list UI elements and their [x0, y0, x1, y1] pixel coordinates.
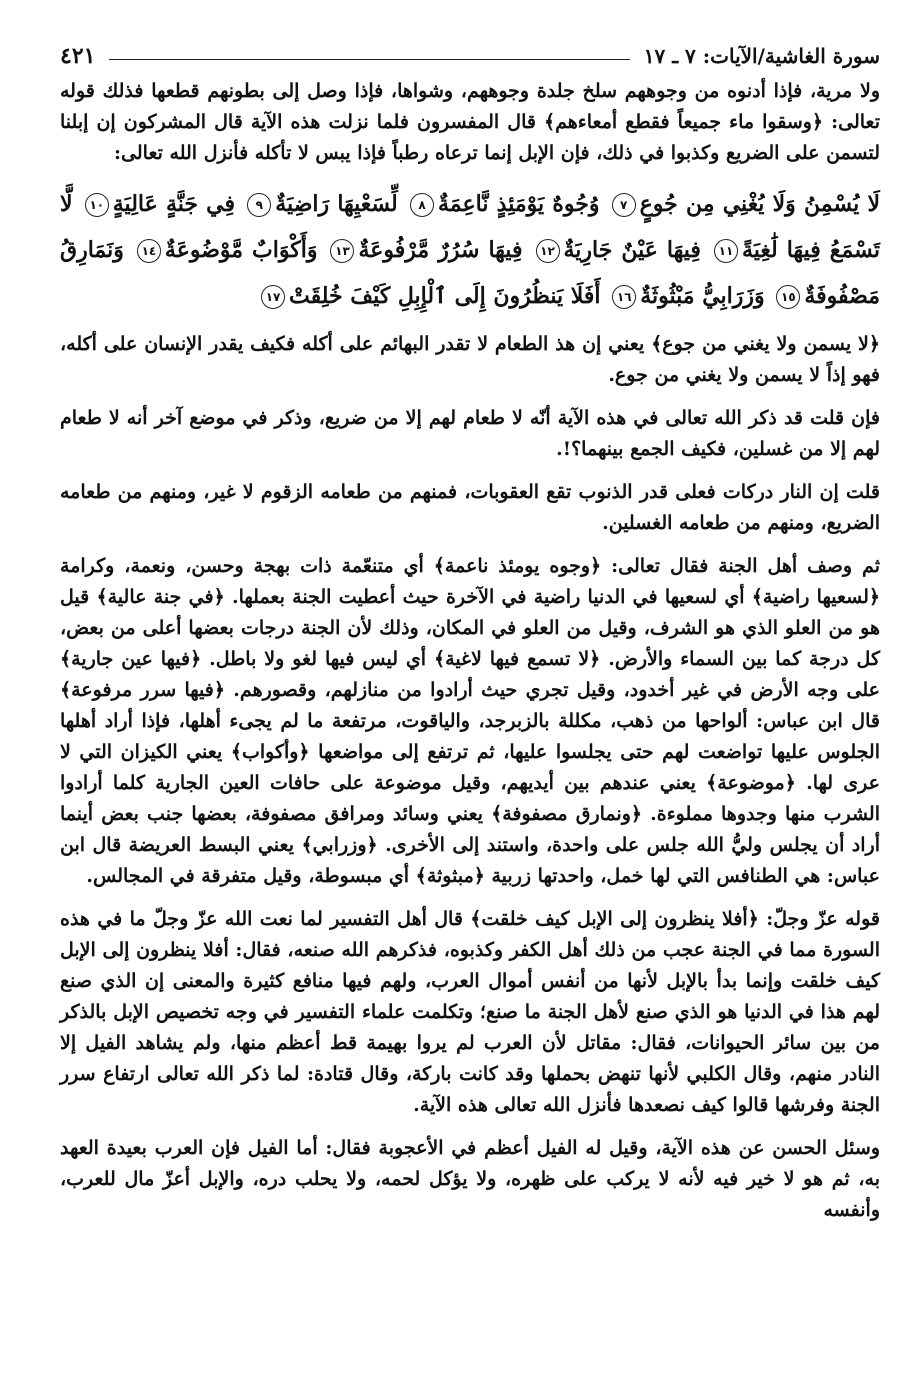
verse-text: أَفَلَا يَنظُرُونَ إِلَى ٱلْإِبِلِ كَيْفَ خُلِقَتْ: [289, 283, 601, 309]
surah-title: سورة الغاشية/الآيات: ٧ ـ ١٧: [643, 44, 880, 68]
page-number: ٤٢١: [60, 43, 96, 69]
quran-verses-block: [60, 181, 880, 319]
verse-number-marker: ١٦: [612, 285, 636, 309]
verse-text: لِّسَعْيِهَا رَاضِيَةٌ: [275, 191, 398, 217]
verse-text: وَأَكْوَابٌ مَّوْضُوعَةٌ: [164, 237, 318, 263]
verse-number-marker: ١١: [714, 239, 738, 263]
paragraph-1: ولا مرية، فإذا أدنوه من وجوههم سلخ جلدة وجوههم، وشواها، فإذا وصل إلى بطونهم قطعها فذلك قوله تعالى: ﴿وسقوا ماء جميعاً فقطع أمعاءهم﴾ قال المفسرون فلما نزلت هذه الآية قال المشركون إن إبلنا لتسمن على الضريع وكذبوا في ذلك، فإن الإبل إنما ترعاه رطباً فإذا يبس لا تأكله فأنزل الله تعالى:: [60, 80, 880, 164]
verse-number-marker: ١٧: [261, 285, 285, 309]
verse-number-marker: ١٣: [330, 239, 354, 263]
paragraph-7: وسئل الحسن عن هذه الآية، وقيل له الفيل أعظم في الأعجوبة فقال: أما الفيل فإن العرب بعيدة العهد به، ثم هو لا خير فيه لأنه لا يركب على ظهره، ولا يؤكل لحمه، ولا يحلب دره، والإبل أعزّ مال للعرب، وأنفسه: [60, 1137, 880, 1221]
verse-number-marker: ٧: [612, 193, 636, 217]
header-rule: [109, 59, 629, 60]
paragraph-5: ثم وصف أهل الجنة فقال تعالى: ﴿وجوه يومئذ ناعمة﴾ أي متنعّمة ذات بهجة وحسن، ونعمة، وكرامة ﴿لسعيها راضية﴾ أي لسعيها في الدنيا راضية في الآخرة حيث أعطيت الجنة بعملها. ﴿في جنة عالية﴾ قيل هو من العلو الذي هو الشرف، وقيل من العلو في المكان، وذلك لأن الجنة درجات بعضها أعلى من بعض، كل درجة كما بين السماء والأرض. ﴿لا تسمع فيها لاغية﴾ أي ليس فيها لغو ولا باطل. ﴿فيها عين جارية﴾ على وجه الأرض في غير أخدود، وقيل تجري حيث أرادوا من منازلهم، وقصورهم. ﴿فيها سرر مرفوعة﴾ قال ابن عباس: ألواحها من ذهب، مكللة بالزبرجد، والياقوت، مرتفعة ما لم يجىء أهلها، فإذا أراد أهلها الجلوس عليها تواضعت لهم حتى يجلسوا عليها، ثم ترتفع إلى مواضعها ﴿وأكواب﴾ يعني الكيزان التي لا عرى لها. ﴿موضوعة﴾ يعني عندهم بين أيديهم، وقيل موضوعة على حافات العين الجارية كلما أرادوا الشرب منها وجدوها مملوءة. ﴿ونمارق مصفوفة﴾ يعني وسائد ومرافق مصفوفة، بعضها جنب بعض أينما أراد أن يجلس وليُّ الله جلس على واحدة، واستند إلى الأخرى. ﴿وزرابي﴾ يعني البسط العريضة قال ابن عباس: هي الطنافس التي لها خمل، واحدتها زربية ﴿مبثوثة﴾ أي مبسوطة، وقيل متفرقة في المجالس.: [60, 555, 880, 887]
paragraph-3: فإن قلت قد ذكر الله تعالى في هذه الآية أنّه لا طعام لهم إلا من ضريع، وذكر في موضع آخر أنه لا طعام لهم إلا من غسلين، فكيف الجمع بينهما؟!.: [60, 407, 880, 460]
verse-number-marker: ١٤: [137, 239, 161, 263]
verse-text: وُجُوهٌ يَوْمَئِذٍ نَّاعِمَةٌ: [437, 191, 600, 217]
paragraph-2: ﴿لا يسمن ولا يغني من جوع﴾ يعني إن هذ الطعام لا تقدر البهائم على أكله فكيف يقدر الإنسان على أكله، فهو إذاً لا يسمن ولا يغني من جوع.: [60, 333, 880, 386]
verse-number-marker: ١٠: [85, 193, 109, 217]
verse-text: وَزَرَابِيُّ مَبْثُوثَةٌ: [640, 283, 765, 309]
verse-text: فِيهَا عَيْنٌ جَارِيَةٌ: [563, 237, 701, 263]
verse-number-marker: ١٥: [776, 285, 800, 309]
verse-text: لَّا تَسْمَعُ فِيهَا لَٰغِيَةً: [60, 191, 880, 263]
verse-number-marker: ١٢: [536, 239, 560, 263]
verse-number-marker: ٩: [247, 193, 271, 217]
verse-number-marker: ٨: [410, 193, 434, 217]
verse-text: لَا يُسْمِنُ وَلَا يُغْنِي مِن جُوعٍ: [639, 191, 880, 217]
document-page: [60, 36, 880, 1356]
page-header: [60, 36, 880, 76]
verse-text: فِيهَا سُرُرٌ مَّرْفُوعَةٌ: [358, 237, 523, 263]
verse-text: فِي جَنَّةٍ عَالِيَةٍ: [112, 191, 236, 217]
verse-text: وَنَمَارِقُ مَصْفُوفَةٌ: [60, 237, 880, 309]
paragraph-6: قوله عزّ وجلّ: ﴿أفلا ينظرون إلى الإبل كيف خلقت﴾ قال أهل التفسير لما نعت الله عزّ وجلّ ما في هذه السورة مما في الجنة عجب من ذلك أهل الكفر وكذبوه، فذكرهم الله صنعه، فقال: أفلا ينظرون إلى الإبل كيف خلقت وإنما بدأ بالإبل لأنها من أنفس أموال العرب، ولهم فيها منافع كثيرة والمعنى إن الذي صنع لهم هذا في الدنيا هو الذي صنع لأهل الجنة ما صنع؛ وتكلمت علماء التفسير في وجه تخصيص الإبل بالذكر من بين سائر الحيوانات، فقال: مقاتل لأن العرب لم يروا بهيمة قط أعظم منها، ولم يشاهد الفيل إلا النادر منهم، وقال الكلبي لأنها تنهض بحملها وقد كانت باركة، وقال قتادة: لما ذكر الله تعالى ارتفاع سرر الجنة وفرشها قالوا كيف نصعدها فأنزل الله تعالى هذه الآية.: [60, 908, 880, 1116]
paragraph-4: قلت إن النار دركات فعلى قدر الذنوب تقع العقوبات، فمنهم من طعامه الزقوم لا غير، ومنهم من طعامه الضريع، ومنهم من طعامه الغسلين.: [60, 481, 880, 534]
